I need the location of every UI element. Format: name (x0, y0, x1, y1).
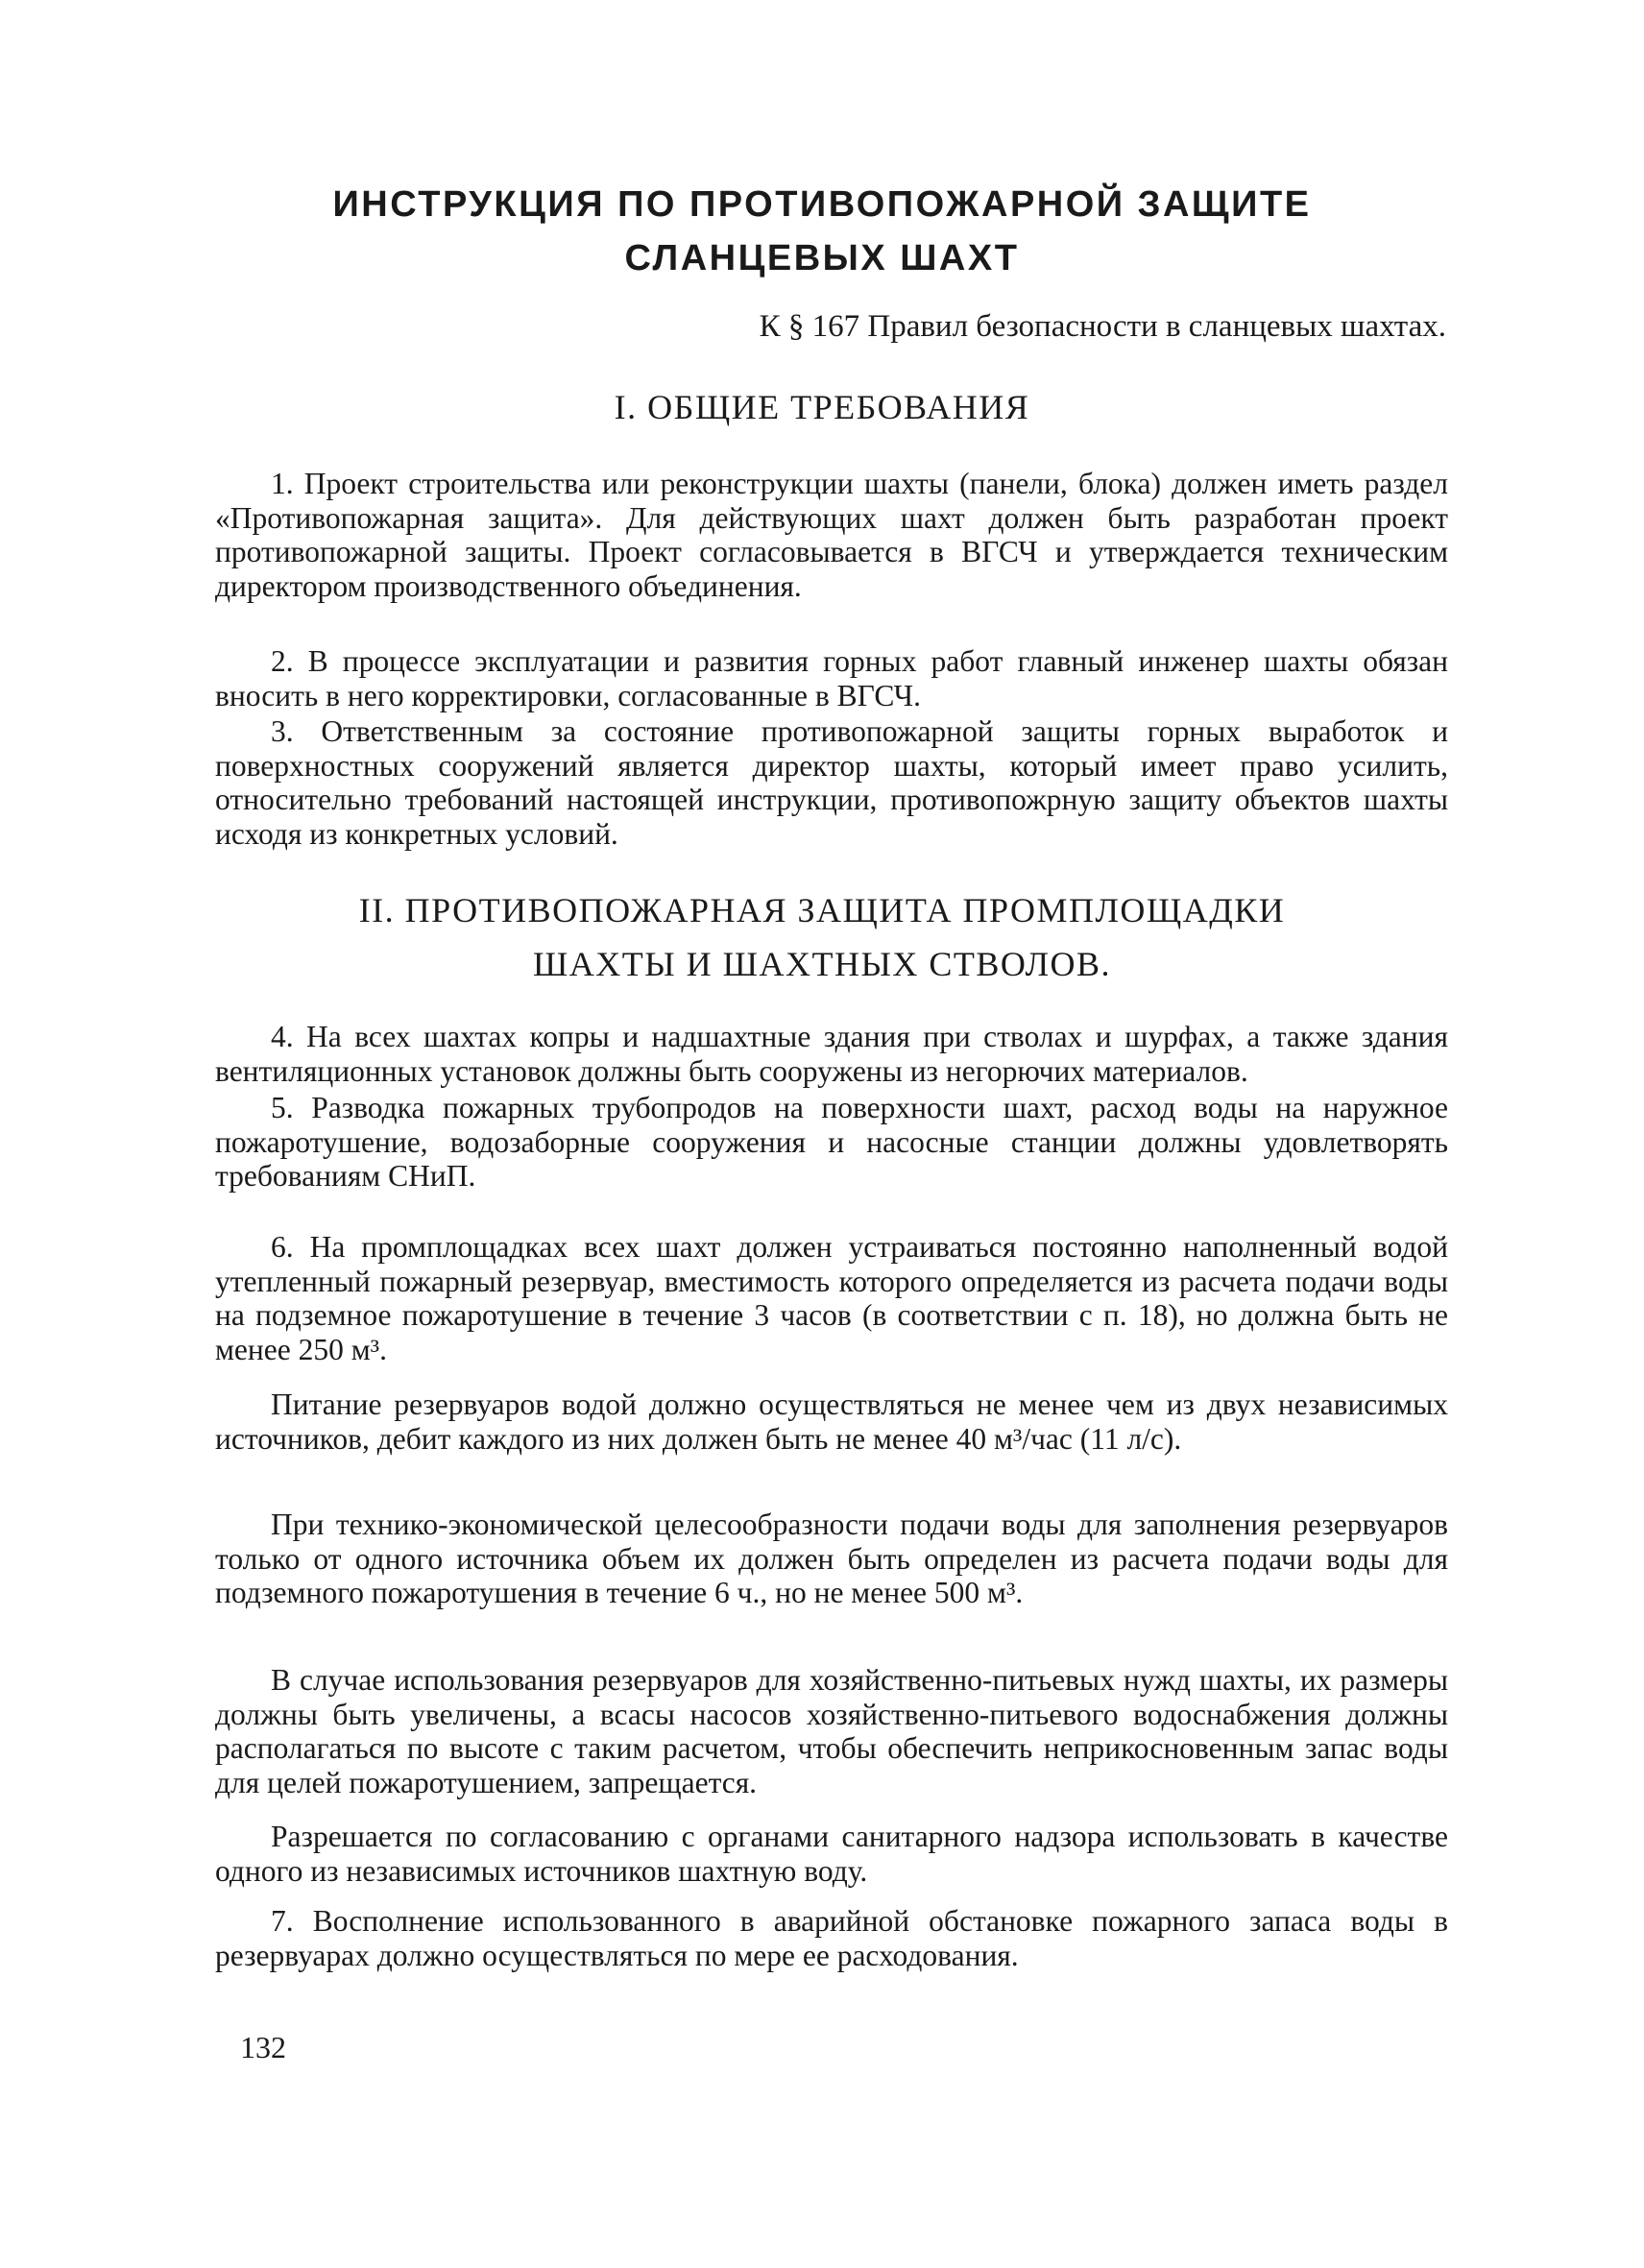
paragraph-5: 5. Разводка пожарных трубопродов на поверхности шахт, расход воды на наружное пожаротушение, водозаборные сооружения и насосные станции должны удовлетворять требованиям СНиП. (215, 1091, 1448, 1193)
regulation-reference: К § 167 Правил безопасности в сланцевых шахтах. (759, 309, 1446, 344)
section-heading-1: I. ОБЩИЕ ТРЕБОВАНИЯ (614, 388, 1030, 426)
section-heading-2-line-1: II. ПРОТИВОПОЖАРНАЯ ЗАЩИТА ПРОМПЛОЩАДКИ (358, 891, 1286, 929)
page-number: 132 (240, 2030, 286, 2064)
paragraph-7: 7. Восполнение использованного в аварийной обстановке пожарного запаса воды в резервуарах должно осуществляться по мере ее расходования. (215, 1904, 1448, 1972)
paragraph-3: 3. Ответственным за состояние противопожарной защиты горных выработок и поверхностных сооружений является директор шахты, который имеет право усилить, относительно требований настоящей инструкции, противопожрную защиту объектов шахты исходя из конкретных условий. (215, 714, 1448, 851)
paragraph-4: 4. На всех шахтах копры и надшахтные здания при стволах и шурфах, а также здания вентиляционных установок должны быть сооружены из негорючих материалов. (215, 1020, 1448, 1088)
paragraph-single-source: При технико-экономической целесообразности подачи воды для заполнения резервуаров только от одного источника объем их должен быть определен из расчета подачи воды для подземного пожаротушения в течение 6 ч., но не менее 500 м³. (215, 1508, 1448, 1609)
document-title-line-2: СЛАНЦЕВЫХ ШАХТ (624, 238, 1020, 278)
section-heading-2-line-2: ШАХТЫ И ШАХТНЫХ СТВОЛОВ. (532, 945, 1112, 983)
paragraph-water-supply: Питание резервуаров водой должно осуществляться не менее чем из двух независимых источников, дебит каждого из них должен быть не менее 40 м³/час (11 л/с). (215, 1387, 1448, 1456)
paragraph-6: 6. На промплощадках всех шахт должен устраиваться постоянно наполненный водой утепленный пожарный резервуар, вместимость которого определяется из расчета подачи воды на подземное пожаротушение в течение 3 часов (в соответствии с п. 18), но должна быть не менее 250 м³. (215, 1230, 1448, 1366)
paragraph-1: 1. Проект строительства или реконструкции шахты (панели, блока) должен иметь раздел «Противопожарная защита». Для действующих шахт должен быть разработан проект противопожарной защиты. Проект согласовывается в ВГСЧ и утверждается техническим директором производственного объединения. (215, 467, 1448, 603)
document-title-line-1: ИНСТРУКЦИЯ ПО ПРОТИВОПОЖАРНОЙ ЗАЩИТЕ (332, 184, 1312, 225)
paragraph-mine-water: Разрешается по согласованию с органами санитарного надзора использовать в качестве одного из независимых источников шахтную воду. (215, 1820, 1448, 1888)
paragraph-2: 2. В процессе эксплуатации и развития горных работ главный инженер шахты обязан вносить в него корректировки, согласованные в ВГСЧ. (215, 644, 1448, 712)
paragraph-household-reservoirs: В случае использования резервуаров для хозяйственно-питьевых нужд шахты, их размеры должны быть увеличены, а всасы насосов хозяйственно-питьевого водоснабжения должны располагаться по высоте с таким расчетом, чтобы обеспечить неприкосновенным запас воды для целей пожаротушением, запрещается. (215, 1663, 1448, 1799)
